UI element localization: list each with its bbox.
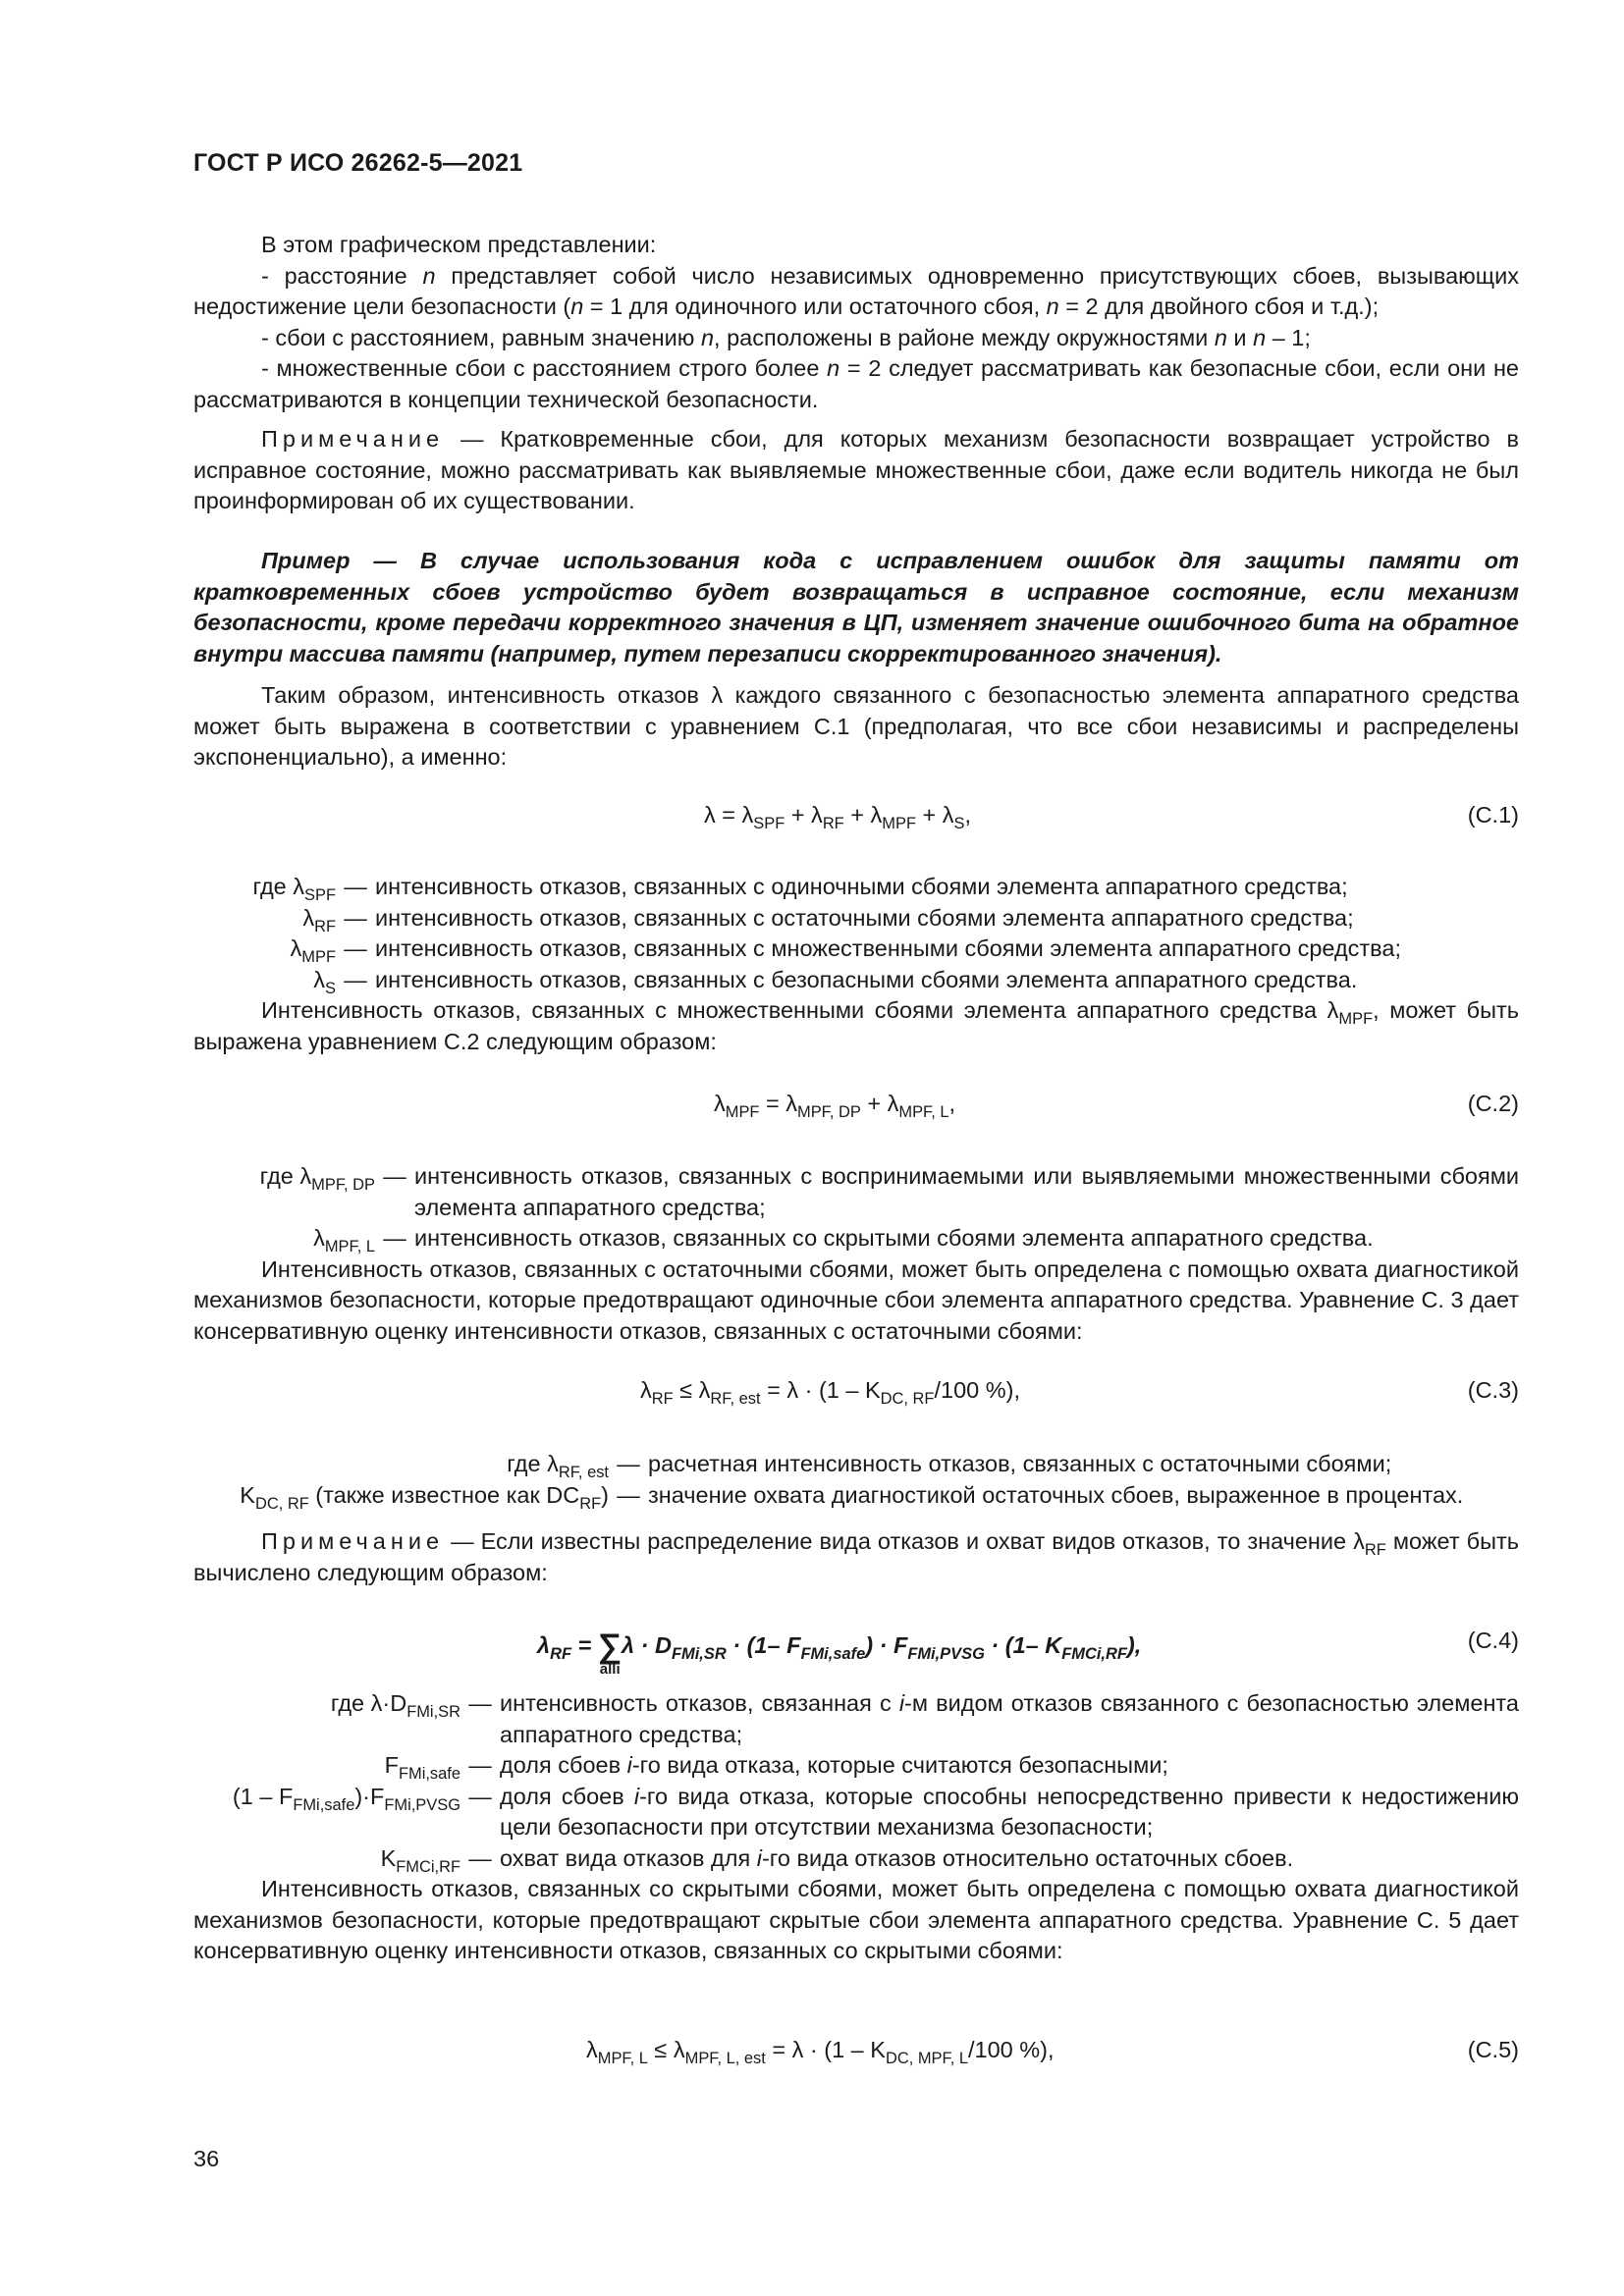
equation-number: (С.1) [1467, 802, 1519, 828]
definition-row: $F_{FMi,safe}$ — доля сбоев i-го вида отказа, которые считаются безопасными; [384, 1752, 1168, 1783]
intro-item-multiple: - множественные сбои с расстоянием строго более n = 2 следует рассматривать как безопасные сбои, если они не рассматриваются в концепции технической безопасности. [193, 355, 1519, 412]
sum-symbol: ∑ alli [597, 1628, 623, 1678]
definition-row: $\lambda_{RF}$ — интенсивность отказов, связанных с остаточными сбоями элемента аппаратного средства; [302, 904, 1354, 935]
definition-row: $K_{DC, RF}$ (также известное как $DC_{RF}$) — значение охвата диагностикой остаточных сбоев, выраженное в процентах. [240, 1481, 1464, 1513]
equation-c4: $\lambda_{RF}$ = ∑ alli $\lambda \cdot D_{FMi,SR} \cdot (1-$ $F_{FMi,safe}) \cdot F_{FMi,PVSG} \cdot (1-$ $K_{FMCi,RF}$), (С.4) [537, 1628, 1519, 1678]
definition-row: где $\lambda\cdot D_{FMi,SR}$ — интенсивность отказов, связанная с i-м видом отказов связанного с безопасностью элемента аппаратного средства; [330, 1690, 1519, 1747]
equation-c1: $\lambda = \lambda_{SPF} + \lambda_{RF} + \lambda_{MPF} + \lambda_S$, (С.1) [704, 802, 1519, 832]
definition-row: где $\lambda_{MPF, DP}$ — интенсивность отказов, связанных с воспринимаемыми или выявляемыми множественными сбоями элемента аппаратного средства; [259, 1163, 1519, 1220]
paragraph-2: Интенсивность отказов, связанных с множественными сбоями элемента аппаратного средства $\lambda_{MPF}$, может быть выражена уравнением С.2 следующим образом: [193, 997, 1519, 1054]
definition-row: $\lambda_S$ — интенсивность отказов, связанных с безопасными сбоями элемента аппаратного средства. [313, 966, 1358, 997]
definition-row: $\lambda_{MPF, L}$ — интенсивность отказов, связанных со скрытыми сбоями элемента аппаратного средства. [313, 1225, 1374, 1255]
equation-number: (С.5) [1467, 2037, 1519, 2062]
definitions-c2 [193, 1161, 1519, 1347]
document-header: ГОСТ Р ИСО 26262-5—2021 [193, 149, 523, 177]
equation-number: (С.2) [1467, 1091, 1519, 1116]
example-block: Пример — В случае использования кода с исправлением ошибок для защиты памяти от кратковременных сбоев устройство будет возвращаться в исправное состояние, если механизм безопасности, кроме передачи корректного значения в ЦП, изменяет значение ошибочного бита на обратное внутри массива памяти (например, путем перезаписи скорректированного значения). [193, 548, 1519, 667]
note-label: Примечание [261, 426, 445, 452]
intro-item-circles: - сбои с расстоянием, равным значению n, расположены в районе между окружностями n и n – 1; [261, 324, 1311, 350]
intro-line: В этом графическом представлении: [261, 232, 657, 257]
equation-c3: $\lambda_{RF} \le \lambda_{RF, est} = \lambda \cdot (1 - K_{DC, RF}/100$ %), (С.3) [640, 1377, 1519, 1408]
note-2: Примечание — Если известны распределение вида отказов и охват видов отказов, то значение $\lambda_{RF}$ может быть вычислено следующим образом: [193, 1528, 1519, 1585]
paragraph-1: Таким образом, интенсивность отказов λ каждого связанного с безопасностью элемента аппаратного средства может быть выражена в соответствии с уравнением С.1 (предполагая, что все сбои независимы и распределены экспоненциально), а именно: [193, 682, 1519, 770]
definition-row: $(1 - F_{FMi,safe})\cdot F_{FMi,PVSG}$ — доля сбоев i-го вида отказа, которые способны непосредственно привести к недостижению цели безопасности при отсутствии механизма безопасности; [232, 1783, 1519, 1840]
definition-row: где $\lambda_{RF, est}$ — расчетная интенсивность отказов, связанных с остаточными сбоями; [507, 1451, 1392, 1481]
definition-row: $\lambda_{MPF}$ — интенсивность отказов, связанных с множественными сбоями элемента аппаратного средства; [290, 935, 1401, 966]
note-label: Примечание [261, 1528, 445, 1554]
equation-number: (С.3) [1467, 1377, 1519, 1403]
equation-c5: $\lambda_{MPF, L} \le \lambda_{MPF, L, est} = \lambda \cdot (1 - K_{DC, MPF, L}/100$ %), (С.5) [586, 2037, 1519, 2067]
paragraph-3: Интенсивность отказов, связанных с остаточными сбоями, может быть определена с помощью охвата диагностикой механизмов безопасности, которые предотвращают одиночные сбои элемента аппаратного средства. Уравнение С. 3 дает консервативную оценку интенсивности отказов, связанных с остаточными сбоями: [193, 1255, 1519, 1344]
definitions-c1 [193, 872, 1519, 1057]
equation-c2: $\lambda_{MPF} = \lambda_{MPF, DP} + \lambda_{MPF, L}$, (С.2) [714, 1091, 1519, 1121]
definition-row: где $\lambda_{SPF}$ — интенсивность отказов, связанных с одиночными сбоями элемента аппаратного средства; [252, 874, 1348, 904]
paragraph-4: Интенсивность отказов, связанных со скрытыми сбоями, может быть определена с помощью охвата диагностикой механизмов безопасности, которые предотвращают скрытые сбои элемента аппаратного средства. Уравнение С. 5 дает консервативную оценку интенсивности отказов, связанных со скрытыми сбоями: [193, 1876, 1519, 1963]
definitions-c4 [193, 1688, 1519, 1967]
intro-item-distance: - расстояние n представляет собой число независимых одновременно присутствующих сбоев, вызывающих недостижение цели безопасности (n = 1 для одиночного или остаточного сбоя, n = 2 для двойного сбоя и т.д.); [193, 262, 1519, 319]
definitions-c3 [193, 1449, 1519, 1511]
note-1: Примечание — Кратковременные сбои, для которых механизм безопасности возвращает устройство в исправное состояние, можно рассматривать как выявляемые множественные сбои, даже если водитель никогда не был проинформирован об их существовании. [193, 426, 1519, 513]
equation-number: (С.4) [1467, 1628, 1519, 1653]
definition-row: $K_{FMCi,RF}$ — охват вида отказов для i-го вида отказов относительно остаточных сбоев. [380, 1844, 1294, 1876]
page-number: 36 [193, 2146, 220, 2171]
intro-section [193, 230, 1519, 415]
